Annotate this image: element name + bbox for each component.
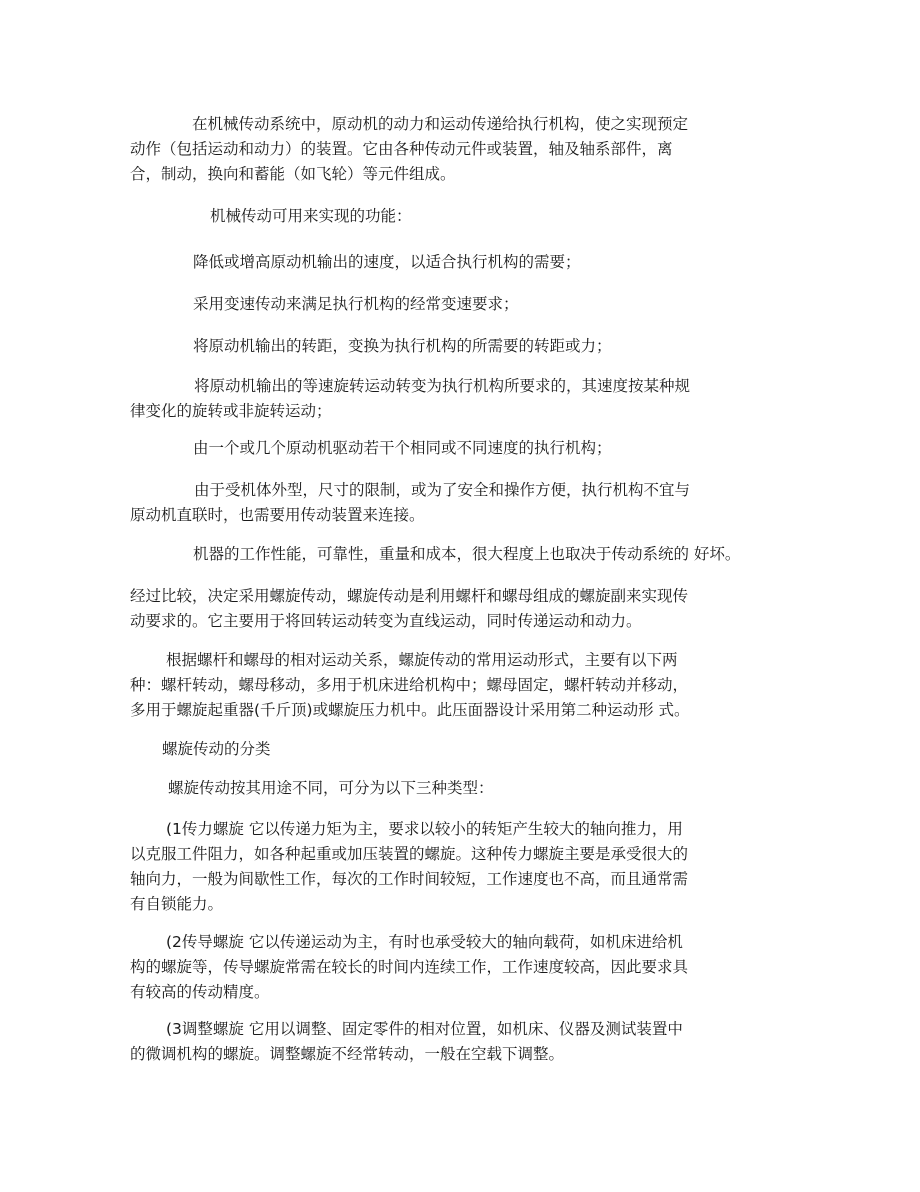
function-item-5 xyxy=(193,436,612,461)
section-heading-functions xyxy=(210,204,412,229)
function-item-4 xyxy=(130,374,690,424)
text-line: (3调整螺旋 它用以调整、固定零件的相对位置，如机床、仪器及测试装置中 xyxy=(166,1020,683,1038)
text-line: 机械传动可用来实现的功能： xyxy=(210,207,412,225)
text-line: 由一个或几个原动机驱动若干个相同或不同速度的执行机构； xyxy=(193,439,612,457)
text-line: 动作（包括运动和动力）的装置。它由各种传动元件或装置，轴及轴系部件，离 xyxy=(130,140,673,158)
section-heading-classification xyxy=(162,737,271,762)
text-line: 螺旋传动按其用途不同，可分为以下三种类型： xyxy=(168,779,494,797)
text-line: 以克服工件阻力，如各种起重或加压装置的螺旋。这种传力螺旋主要是承受很大的 xyxy=(130,845,689,863)
text-line: 在机械传动系统中，原动机的动力和运动传递给执行机构，使之实现预定 xyxy=(192,115,689,133)
text-line: 采用变速传动来满足执行机构的经常变速要求； xyxy=(193,295,519,313)
text-line: 多用于螺旋起重器(千斤顶)或螺旋压力机中。此压面器设计采用第二种运动形 式。 xyxy=(130,701,690,719)
text-line: 构的螺旋等，传导螺旋常需在较长的时间内连续工作，工作速度较高，因此要求具 xyxy=(130,958,689,976)
text-line: 种：螺杆转动，螺母移动，多用于机床进给机构中；螺母固定，螺杆转动并移动， xyxy=(130,676,689,694)
paragraph-type-2 xyxy=(130,930,688,1005)
function-item-6 xyxy=(130,478,690,528)
text-line: 轴向力，一般为间歇性工作，每次的工作时间较短，工作速度也不高，而且通常需 xyxy=(130,870,689,888)
text-line: 有自锁能力。 xyxy=(130,895,224,913)
text-line: 降低或增高原动机输出的速度，以适合执行机构的需要； xyxy=(193,253,581,271)
text-line: (1传力螺旋 它以传递力矩为主，要求以较小的转矩产生较大的轴向推力，用 xyxy=(166,820,683,838)
text-line: 将原动机输出的转距，变换为执行机构的所需要的转距或力； xyxy=(193,337,612,355)
text-line: 由于受机体外型，尺寸的限制，或为了安全和操作方便，执行机构不宜与 xyxy=(194,481,691,499)
function-item-3 xyxy=(193,334,612,359)
paragraph-intro xyxy=(130,112,688,187)
text-line: 合，制动，换向和蓄能（如飞轮）等元件组成。 xyxy=(130,165,456,183)
paragraph-types-intro xyxy=(168,776,494,801)
paragraph-selection xyxy=(130,584,688,634)
text-line: 动要求的。它主要用于将回转运动转变为直线运动，同时传递运动和动力。 xyxy=(130,612,642,630)
paragraph-type-3 xyxy=(130,1017,683,1067)
text-line: (2传导螺旋 它以传递运动为主，有时也承受较大的轴向载荷，如机床进给机 xyxy=(166,933,683,951)
paragraph-type-1 xyxy=(130,817,688,917)
function-item-7 xyxy=(193,542,740,567)
text-line: 有较高的传动精度。 xyxy=(130,983,270,1001)
function-item-2 xyxy=(193,292,519,317)
text-line: 机器的工作性能，可靠性，重量和成本，很大程度上也取决于传动系统的 好坏。 xyxy=(193,545,741,563)
text-line: 经过比较，决定采用螺旋传动，螺旋传动是利用螺杆和螺母组成的螺旋副来实现传 xyxy=(130,587,689,605)
text-line: 将原动机输出的等速旋转运动转变为执行机构所要求的，其速度按某种规 xyxy=(194,377,691,395)
text-line: 的微调机构的螺旋。调整螺旋不经常转动，一般在空载下调整。 xyxy=(130,1045,565,1063)
text-line: 根据螺杆和螺母的相对运动关系，螺旋传动的常用运动形式，主要有以下两 xyxy=(166,651,678,669)
text-line: 螺旋传动的分类 xyxy=(162,740,271,758)
function-item-1 xyxy=(193,250,581,275)
paragraph-motion-forms xyxy=(130,648,690,723)
text-line: 原动机直联时，也需要用传动装置来连接。 xyxy=(130,506,425,524)
text-line: 律变化的旋转或非旋转运动； xyxy=(130,402,332,420)
